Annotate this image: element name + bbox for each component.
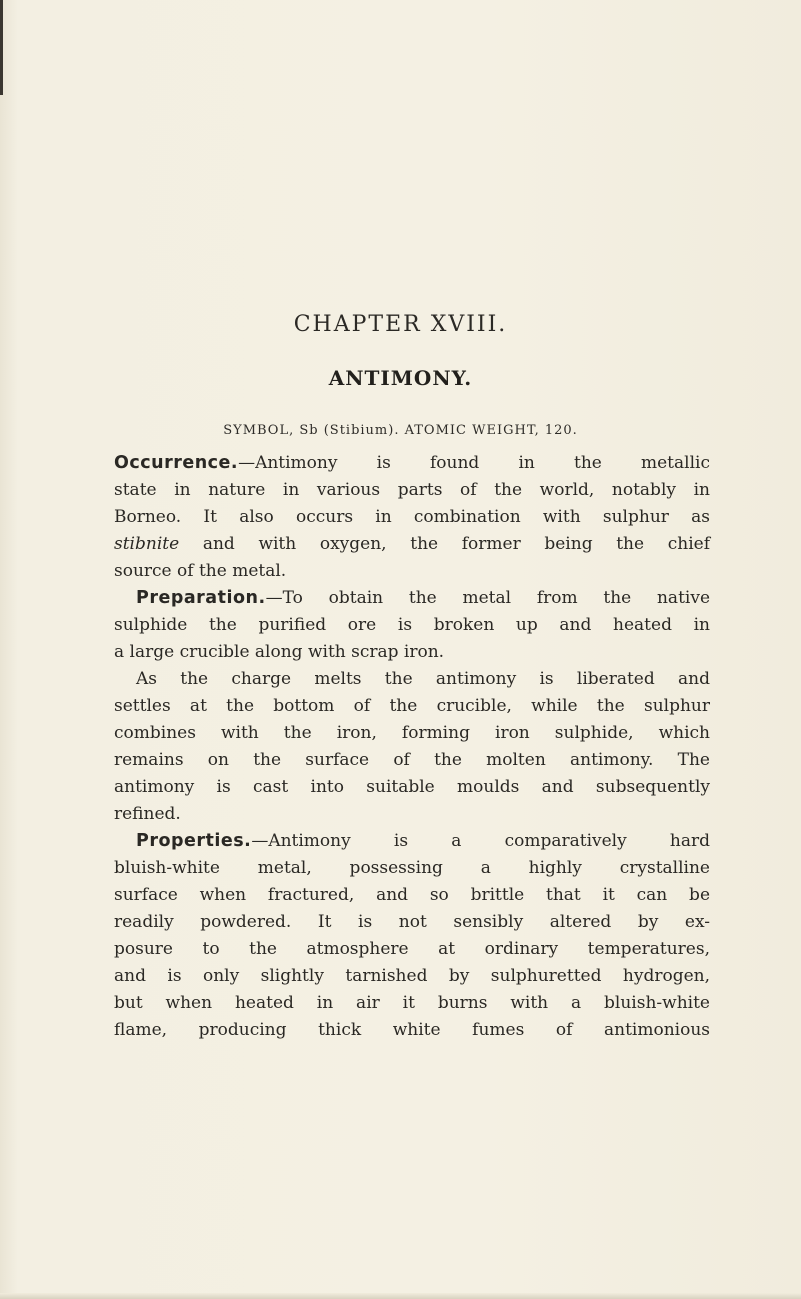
paragraph-properties-line: Properties.—Antimony is a comparatively hard [136,831,710,851]
paragraph-occurrence-line: source of the metal. [114,561,287,581]
paragraph-preparation-line: antimony is cast into suitable moulds and subsequently [114,777,710,797]
paragraph-properties-line: posure to the atmosphere at ordinary temperatures, [114,939,710,959]
paragraph-occurrence-line: stibnite and with oxygen, the former being the chief [114,534,710,554]
paragraph-properties-line: surface when fractured, and so brittle that it can be [114,885,710,905]
chapter-heading: CHAPTER XVIII. [293,312,508,337]
paragraph-properties-line: readily powdered. It is not sensibly altered by ex- [114,912,710,932]
paragraph-occurrence-line: state in nature in various parts of the world, notably in [114,480,710,500]
paragraph-preparation-line: settles at the bottom of the crucible, while the sulphur [114,696,710,716]
body-text [114,450,710,1044]
paragraph-preparation-line: a large crucible along with scrap iron. [114,642,445,662]
paragraph-preparation-line: refined. [114,804,181,824]
paragraph-occurrence-line: Occurrence.—Antimony is found in the metallic [114,453,710,473]
paragraph-properties-line: flame, producing thick white fumes of antimonious [114,1020,710,1040]
symbol-line: SYMBOL, Sb (Stibium). ATOMIC WEIGHT, 120. [223,423,578,438]
page-bottom-edge [0,1293,801,1299]
heading-preparation: Preparation. [136,588,266,608]
paragraph-preparation-line: remains on the surface of the molten antimony. The [114,750,710,770]
heading-properties: Properties. [136,831,252,851]
paragraph-preparation-line: Preparation.—To obtain the metal from the native [136,588,710,608]
paragraph-properties-line: but when heated in air it burns with a bluish-white [114,993,710,1013]
binding-edge [0,0,3,95]
paragraph-preparation-line: sulphide the purified ore is broken up and heated in [114,615,710,635]
paragraph-preparation-line: combines with the iron, forming iron sulphide, which [114,723,710,743]
paragraph-properties-line: bluish-white metal, possessing a highly crystalline [114,858,710,878]
paragraph-occurrence-line: Borneo. It also occurs in combination with sulphur as [114,507,710,527]
paragraph-preparation-line: As the charge melts the antimony is liberated and [136,669,710,689]
chapter-title: ANTIMONY. [328,366,473,390]
term-stibnite: stibnite [114,534,180,554]
paragraph-properties-line: and is only slightly tarnished by sulphuretted hydrogen, [114,966,710,986]
heading-occurrence: Occurrence. [114,453,239,473]
